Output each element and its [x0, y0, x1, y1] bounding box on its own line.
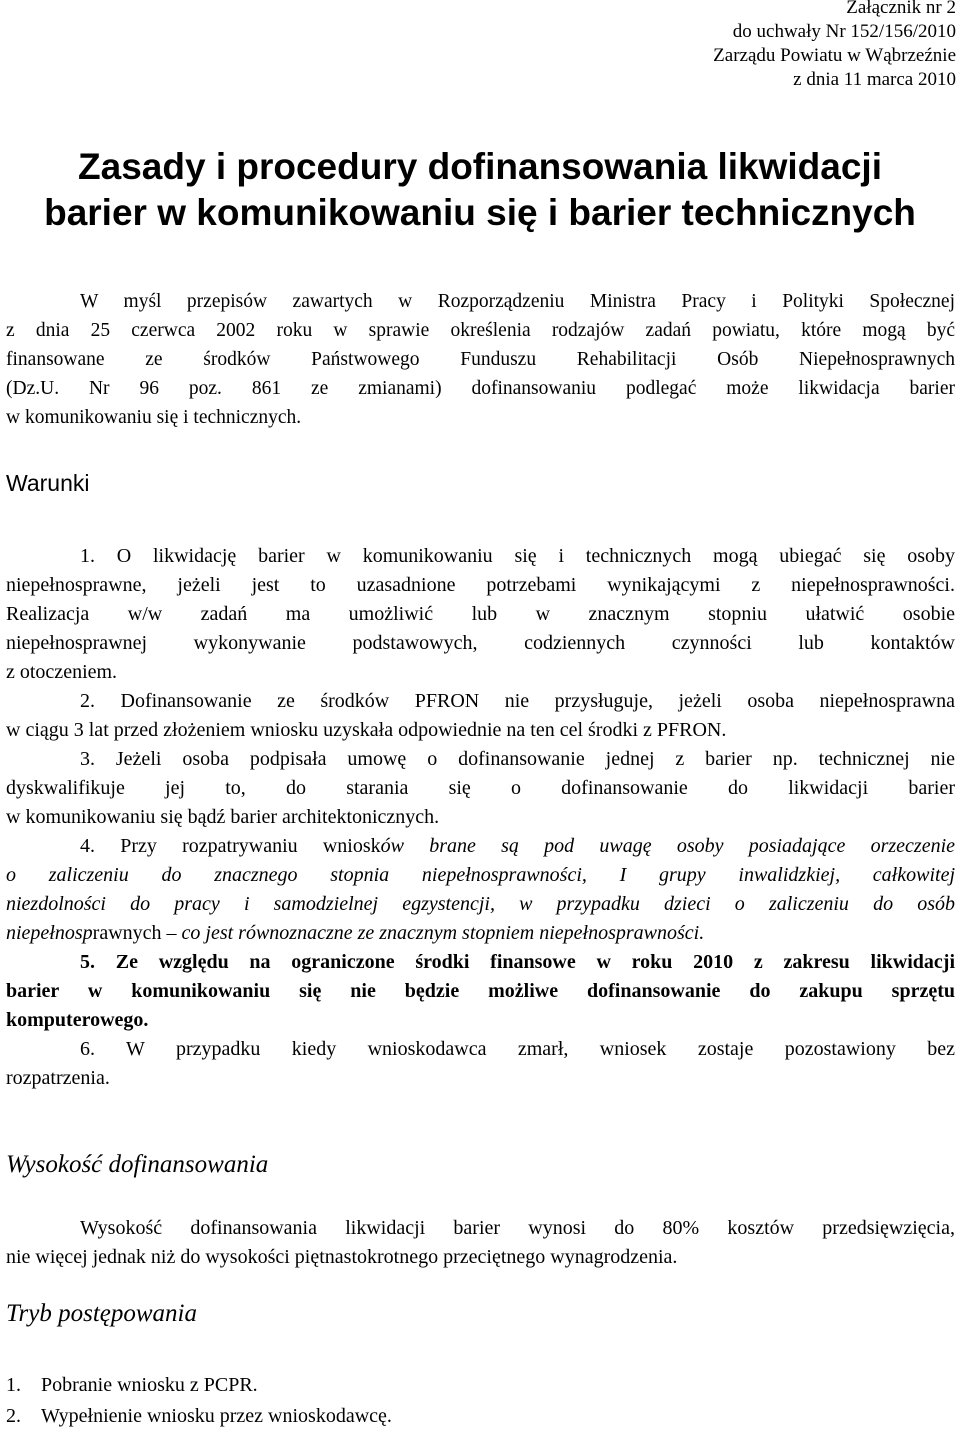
intro-line-4: (Dz.U. Nr 96 poz. 861 ze zmianami) dofinansowaniu podlegać może likwidacja barier	[6, 378, 955, 399]
condition-3-line-3: w komunikowaniu się bądź barier architektonicznych.	[6, 806, 440, 828]
step-text: Wypełnienie wniosku przez wnioskodawcę.	[41, 1405, 392, 1427]
condition-5-line-2: barier w komunikowaniu się nie będzie możliwe dofinansowanie do zakupu sprzętu	[6, 980, 955, 1002]
condition-4-line-1-part-a: 4. Przy rozpatrywaniu wniosk	[80, 835, 381, 857]
step-number: 2.	[6, 1405, 21, 1427]
condition-2-line-2: w ciągu 3 lat przed złożeniem wniosku uzyskała odpowiednie na ten cel środki z PFRON.	[6, 719, 727, 741]
condition-1-line-2: niepełnosprawne, jeżeli jest to uzasadnione potrzebami wynikającymi z niepełnosprawności.	[6, 574, 955, 596]
document-title	[0, 144, 960, 236]
condition-4-line-1-part-b: ów brane są pod uwagę osoby posiadające orzeczenie	[380, 835, 955, 857]
condition-4-line-4-part-c: – co jest równoznaczne ze znacznym stopniem niepełnosprawności.	[161, 922, 705, 944]
condition-1-line-3: Realizacja w/w zadań ma umożliwić lub w znacznym stopniu ułatwić osobie	[6, 603, 955, 625]
annex-line-3: Zarządu Powiatu w Wąbrzeźnie	[713, 45, 956, 66]
intro-line-1: W myśl przepisów zawartych w Rozporządzeniu Ministra Pracy i Polityki Społecznej	[80, 291, 955, 312]
list-item	[6, 1370, 392, 1401]
title-line-1: Zasady i procedury dofinansowania likwidacji	[78, 146, 882, 187]
annex-line-1: Załącznik nr 2	[846, 0, 956, 18]
section-heading-warunki: Warunki	[6, 470, 90, 496]
condition-2-line-1: 2. Dofinansowanie ze środków PFRON nie przysługuje, jeżeli osoba niepełnosprawna	[80, 690, 955, 712]
wysokosc-line-1: Wysokość dofinansowania likwidacji barier wynosi do 80% kosztów przedsięwzięcia,	[80, 1217, 955, 1239]
annex-line-2: do uchwały Nr 152/156/2010	[732, 21, 956, 42]
section-heading-wysokosc: Wysokość dofinansowania	[6, 1151, 269, 1178]
intro-paragraph	[6, 287, 955, 432]
section-heading-tryb: Tryb postępowania	[6, 1300, 197, 1327]
condition-3-line-1: 3. Jeżeli osoba podpisała umowę o dofinansowanie jednej z barier np. technicznej nie	[80, 748, 955, 770]
condition-6-line-2: rozpatrzenia.	[6, 1067, 110, 1089]
condition-5-line-1: 5. Ze względu na ograniczone środki finansowe w roku 2010 z zakresu likwidacji	[80, 951, 955, 973]
annex-line-4: z dnia 11 marca 2010	[793, 69, 956, 90]
condition-4-line-4-part-a: niepełnosp	[6, 922, 93, 944]
condition-1-line-5: z otoczeniem.	[6, 661, 118, 683]
list-item	[6, 1401, 392, 1432]
procedure-steps	[6, 1370, 392, 1432]
conditions-list	[6, 542, 955, 1093]
annex-header	[713, 0, 956, 92]
title-line-2: barier w komunikowaniu się i barier technicznych	[44, 192, 916, 233]
intro-line-3: finansowane ze środków Państwowego Funduszu Rehabilitacji Osób Niepełnosprawnych	[6, 349, 955, 370]
condition-4-line-4-part-b: rawnych	[92, 922, 162, 944]
intro-line-2: z dnia 25 czerwca 2002 roku w sprawie określenia rodzajów zadań powiatu, które mogą być	[6, 320, 955, 341]
wysokosc-paragraph	[6, 1214, 955, 1272]
condition-1-line-4: niepełnosprawnej wykonywanie podstawowych, codziennych czynności lub kontaktów	[6, 632, 955, 654]
condition-4-line-2: o zaliczeniu do znacznego stopnia niepełnosprawności, I grupy inwalidzkiej, całkowitej	[6, 864, 955, 886]
condition-1-line-1: 1. O likwidację barier w komunikowaniu się i technicznych mogą ubiegać się osoby	[80, 545, 955, 567]
condition-4-line-3: niezdolności do pracy i samodzielnej egzystencji, w przypadku dzieci o zaliczeniu do osób	[6, 893, 955, 915]
condition-4-line-1	[6, 832, 955, 861]
condition-6-line-1: 6. W przypadku kiedy wnioskodawca zmarł, wniosek zostaje pozostawiony bez	[80, 1038, 955, 1060]
condition-3-line-2: dyskwalifikuje jej to, do starania się o dofinansowanie do likwidacji barier	[6, 777, 955, 799]
condition-5-line-3: komputerowego.	[6, 1009, 149, 1031]
wysokosc-line-2: nie więcej jednak niż do wysokości piętnastokrotnego przeciętnego wynagrodzenia.	[6, 1246, 678, 1268]
condition-4-line-4	[6, 919, 955, 948]
step-number: 1.	[6, 1374, 21, 1396]
intro-line-5: w komunikowaniu się i technicznych.	[6, 407, 302, 428]
step-text: Pobranie wniosku z PCPR.	[41, 1374, 258, 1396]
